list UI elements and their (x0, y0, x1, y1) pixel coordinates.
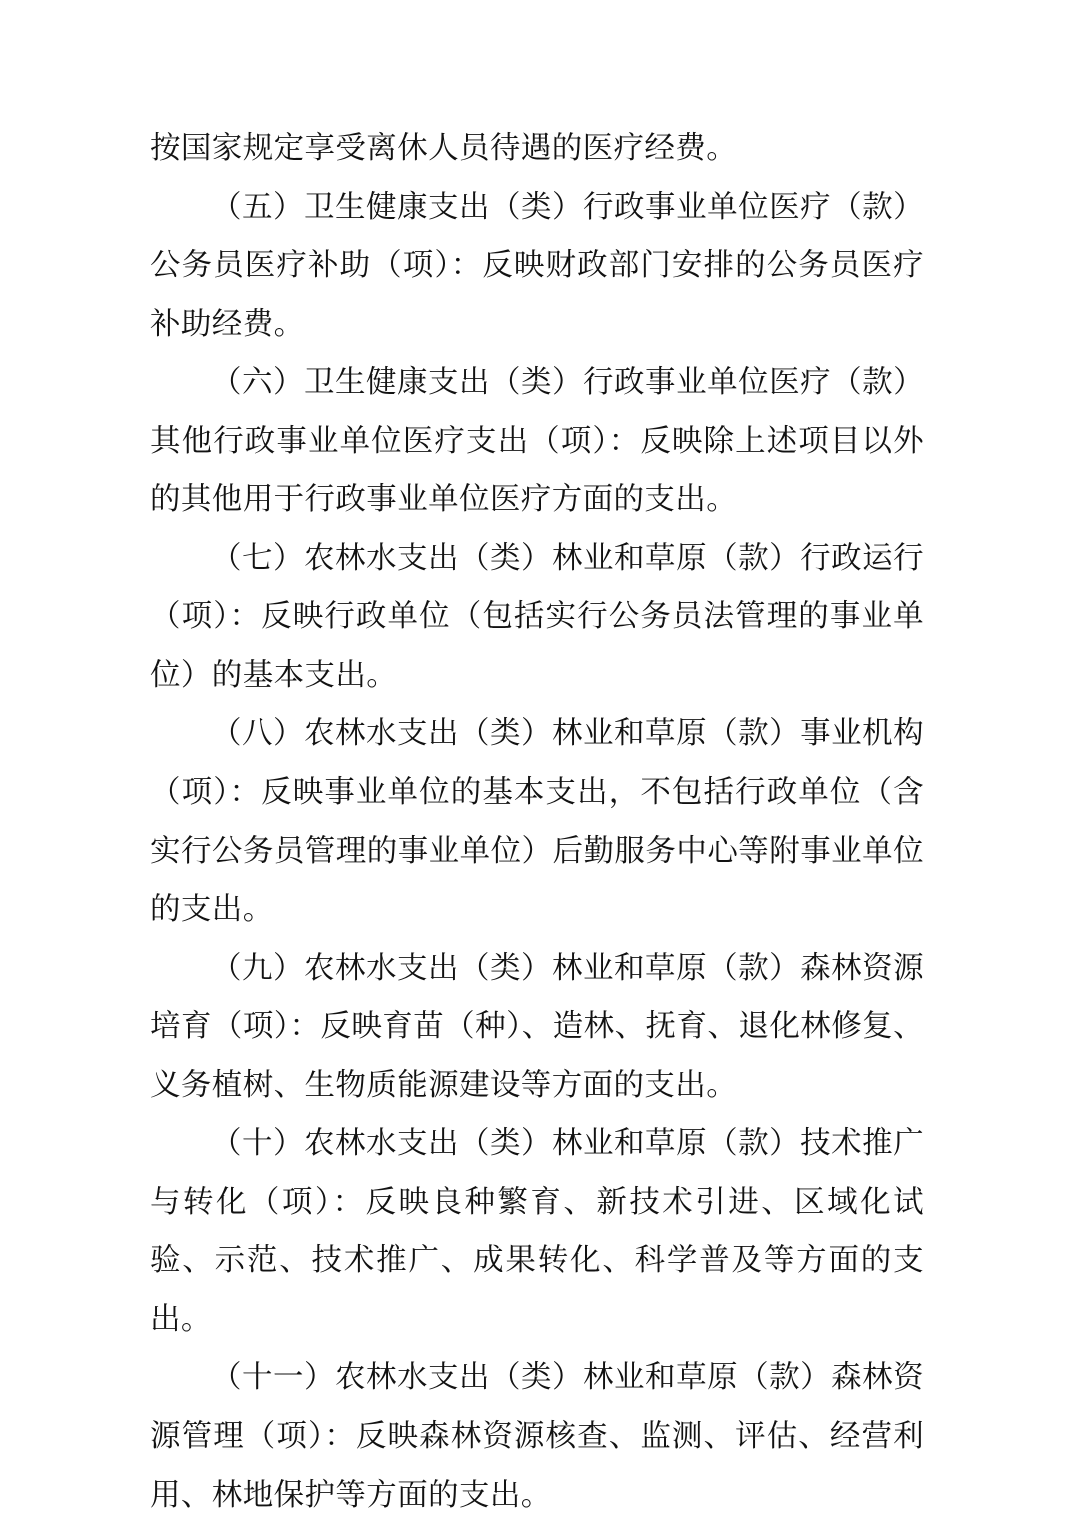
paragraph-item-5: （五）卫生健康支出（类）行政事业单位医疗（款）公务员医疗补助（项）：反映财政部门安排的公务员医疗补助经费。 (150, 189, 924, 342)
paragraph-item-6: （六）卫生健康支出（类）行政事业单位医疗（款）其他行政事业单位医疗支出（项）：反映除上述项目以外的其他用于行政事业单位医疗方面的支出。 (150, 365, 924, 518)
paragraph-continued: 按国家规定享受离休人员待遇的医疗经费。 (150, 131, 738, 166)
paragraph-item-7: （七）农林水支出（类）林业和草原（款）行政运行（项）：反映行政单位（包括实行公务员法管理的事业单位）的基本支出。 (150, 540, 924, 693)
document-body (150, 120, 924, 1525)
paragraph-item-10: （十）农林水支出（类）林业和草原（款）技术推广与转化（项）：反映良种繁育、新技术引进、区域化试验、示范、技术推广、成果转化、科学普及等方面的支出。 (150, 1126, 924, 1337)
paragraph-item-11: （十一）农林水支出（类）林业和草原（款）森林资源管理（项）：反映森林资源核查、监测、评估、经营利用、林地保护等方面的支出。 (150, 1360, 924, 1513)
paragraph-item-9: （九）农林水支出（类）林业和草原（款）森林资源培育（项）：反映育苗（种）、造林、抚育、退化林修复、义务植树、生物质能源建设等方面的支出。 (150, 950, 924, 1103)
paragraph-item-8: （八）农林水支出（类）林业和草原（款）事业机构（项）：反映事业单位的基本支出，不包括行政单位（含实行公务员管理的事业单位）后勤服务中心等附事业单位的支出。 (150, 716, 924, 928)
